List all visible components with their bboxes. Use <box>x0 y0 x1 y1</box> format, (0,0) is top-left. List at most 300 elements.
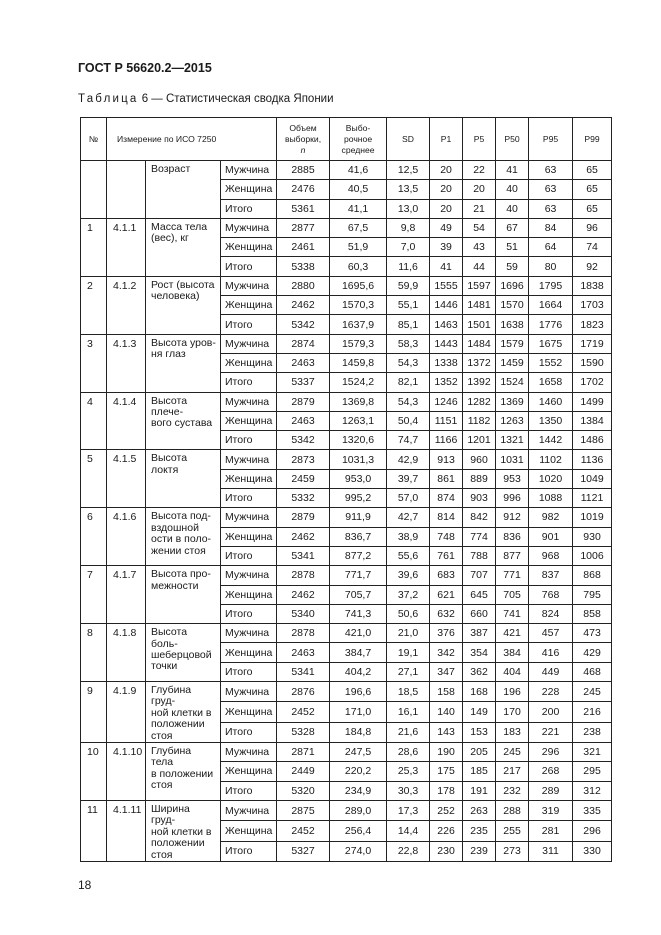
cell-p99: 429 <box>573 643 612 662</box>
cell-sex: Итого <box>221 604 277 623</box>
cell-p95: 84 <box>529 218 573 237</box>
cell-p1: 190 <box>430 743 463 762</box>
cell-sex: Женщина <box>221 643 277 662</box>
cell-p99: 1719 <box>573 334 612 353</box>
cell-p99: 1486 <box>573 431 612 450</box>
cell-p1: 39 <box>430 238 463 257</box>
cell-p99: 330 <box>573 841 612 861</box>
cell-sex: Мужчина <box>221 218 277 237</box>
cell-p5: 235 <box>463 821 496 841</box>
measurement-name-line: ной клетки в <box>151 825 212 838</box>
header-p95 <box>529 118 573 161</box>
cell-p1: 748 <box>430 527 463 546</box>
cell-p5: 1501 <box>463 315 496 334</box>
cell-sample-size: 2879 <box>277 392 330 411</box>
cell-p99: 74 <box>573 238 612 257</box>
measurement-name <box>146 508 221 566</box>
cell-p50: 1524 <box>496 373 529 392</box>
cell-p95: 289 <box>529 781 573 800</box>
measurement-name-line: стоя <box>151 729 173 742</box>
cell-sd: 16,1 <box>387 702 430 722</box>
cell-p95: 1776 <box>529 315 573 334</box>
row-number: 6 <box>81 508 107 566</box>
cell-p1: 1463 <box>430 315 463 334</box>
cell-p1: 158 <box>430 682 463 702</box>
measurement-name-line: Ширина груд- <box>151 802 190 827</box>
cell-sample-size: 5342 <box>277 315 330 334</box>
cell-sample-size: 2462 <box>277 296 330 315</box>
cell-sample-size: 5340 <box>277 604 330 623</box>
measurement-name-line: вздошной <box>151 521 199 534</box>
cell-sample-size: 2871 <box>277 743 330 762</box>
header-p95-line: P95 <box>542 133 559 144</box>
measurement-name-line: жении стоя <box>151 544 206 557</box>
cell-sex: Женщина <box>221 762 277 781</box>
cell-sample-mean: 953,0 <box>330 469 387 488</box>
cell-p5: 54 <box>463 218 496 237</box>
measurement-name <box>146 218 221 276</box>
cell-sex: Мужчина <box>221 624 277 643</box>
cell-p50: 40 <box>496 199 529 218</box>
measurement-name <box>146 800 221 861</box>
cell-sample-size: 2449 <box>277 762 330 781</box>
cell-p99: 216 <box>573 702 612 722</box>
cell-p5: 1392 <box>463 373 496 392</box>
cell-p95: 1675 <box>529 334 573 353</box>
cell-p99: 238 <box>573 722 612 742</box>
cell-sample-mean: 234,9 <box>330 781 387 800</box>
measurement-name-line: ости в поло- <box>151 533 212 546</box>
cell-p5: 1201 <box>463 431 496 450</box>
cell-sd: 42,7 <box>387 508 430 527</box>
cell-sd: 13,0 <box>387 199 430 218</box>
measurement-name-line: Возраст <box>151 163 191 175</box>
cell-p95: 200 <box>529 702 573 722</box>
cell-sd: 19,1 <box>387 643 430 662</box>
iso-code: 4.1.2 <box>107 276 146 334</box>
table-row <box>81 334 612 353</box>
cell-p1: 913 <box>430 450 463 469</box>
cell-sex: Мужчина <box>221 450 277 469</box>
cell-sample-size: 2878 <box>277 566 330 585</box>
cell-sample-size: 2885 <box>277 161 330 180</box>
cell-p99: 1121 <box>573 489 612 508</box>
cell-sd: 55,6 <box>387 546 430 565</box>
cell-p50: 1696 <box>496 276 529 295</box>
cell-sample-mean: 40,5 <box>330 180 387 199</box>
header-number <box>81 118 107 161</box>
cell-sample-mean: 384,7 <box>330 643 387 662</box>
cell-sex: Мужчина <box>221 161 277 180</box>
cell-p50: 196 <box>496 682 529 702</box>
cell-p50: 255 <box>496 821 529 841</box>
header-p99 <box>573 118 612 161</box>
header-sample-mean <box>330 118 387 161</box>
cell-sd: 18,5 <box>387 682 430 702</box>
cell-p50: 771 <box>496 566 529 585</box>
cell-p50: 912 <box>496 508 529 527</box>
row-number: 9 <box>81 682 107 743</box>
cell-sample-mean: 51,9 <box>330 238 387 257</box>
cell-p99: 930 <box>573 527 612 546</box>
cell-p1: 49 <box>430 218 463 237</box>
cell-p5: 185 <box>463 762 496 781</box>
cell-p50: 217 <box>496 762 529 781</box>
cell-p5: 153 <box>463 722 496 742</box>
measurement-name <box>146 624 221 682</box>
cell-sd: 54,3 <box>387 353 430 372</box>
cell-sd: 25,3 <box>387 762 430 781</box>
table-row <box>81 218 612 237</box>
cell-p50: 67 <box>496 218 529 237</box>
measurement-name <box>146 334 221 392</box>
cell-p95: 1658 <box>529 373 573 392</box>
row-number: 5 <box>81 450 107 508</box>
cell-p5: 149 <box>463 702 496 722</box>
cell-sample-mean: 1263,1 <box>330 411 387 430</box>
cell-p50: 1570 <box>496 296 529 315</box>
cell-p50: 183 <box>496 722 529 742</box>
cell-p1: 1246 <box>430 392 463 411</box>
cell-p50: 836 <box>496 527 529 546</box>
cell-sd: 50,6 <box>387 604 430 623</box>
cell-sample-size: 2462 <box>277 527 330 546</box>
cell-p99: 295 <box>573 762 612 781</box>
cell-p50: 877 <box>496 546 529 565</box>
cell-sex: Итого <box>221 546 277 565</box>
header-sample-size-line: выборки, <box>284 133 322 144</box>
cell-p5: 1484 <box>463 334 496 353</box>
cell-p50: 705 <box>496 585 529 604</box>
document-header: ГОСТ Р 56620.2—2015 <box>78 61 212 75</box>
cell-sex: Мужчина <box>221 800 277 820</box>
measurement-name-line: Высота уров- <box>151 336 216 349</box>
cell-p50: 1031 <box>496 450 529 469</box>
cell-sample-mean: 41,6 <box>330 161 387 180</box>
cell-p95: 1020 <box>529 469 573 488</box>
cell-sex: Итого <box>221 781 277 800</box>
table-row <box>81 682 612 702</box>
cell-sd: 12,5 <box>387 161 430 180</box>
cell-sd: 54,3 <box>387 392 430 411</box>
measurement-name-line: точки <box>151 660 178 673</box>
cell-sex: Итого <box>221 841 277 861</box>
measurement-name-line: Высота локтя <box>151 452 188 476</box>
iso-code: 4.1.11 <box>107 800 146 861</box>
measurement-name-line: Масса тела <box>151 220 208 233</box>
row-number: 2 <box>81 276 107 334</box>
cell-sample-size: 2461 <box>277 238 330 257</box>
cell-p5: 205 <box>463 743 496 762</box>
cell-sample-mean: 1459,8 <box>330 353 387 372</box>
cell-p50: 953 <box>496 469 529 488</box>
cell-p5: 387 <box>463 624 496 643</box>
cell-p1: 1338 <box>430 353 463 372</box>
header-p50 <box>496 118 529 161</box>
cell-sample-size: 2873 <box>277 450 330 469</box>
measurement-name-line: Рост (высота <box>151 278 215 291</box>
cell-p1: 761 <box>430 546 463 565</box>
cell-sample-mean: 877,2 <box>330 546 387 565</box>
cell-p1: 178 <box>430 781 463 800</box>
cell-sd: 59,9 <box>387 276 430 295</box>
cell-p50: 1638 <box>496 315 529 334</box>
cell-p1: 1151 <box>430 411 463 430</box>
cell-sample-mean: 220,2 <box>330 762 387 781</box>
cell-p50: 1579 <box>496 334 529 353</box>
cell-sample-mean: 836,7 <box>330 527 387 546</box>
cell-p50: 273 <box>496 841 529 861</box>
cell-p1: 1555 <box>430 276 463 295</box>
header-p5 <box>463 118 496 161</box>
cell-p99: 92 <box>573 257 612 276</box>
cell-p95: 968 <box>529 546 573 565</box>
cell-sd: 14,4 <box>387 821 430 841</box>
cell-sex: Мужчина <box>221 392 277 411</box>
cell-p5: 22 <box>463 161 496 180</box>
measurement-name-line: шеберцовой <box>151 648 212 661</box>
header-sample-size <box>277 118 330 161</box>
cell-sample-mean: 274,0 <box>330 841 387 861</box>
header-measurement <box>107 118 277 161</box>
header-p5-line: P5 <box>473 133 485 144</box>
header-sample-mean-line: рочное <box>343 133 373 144</box>
cell-sample-mean: 911,9 <box>330 508 387 527</box>
cell-p1: 1352 <box>430 373 463 392</box>
cell-sample-mean: 741,3 <box>330 604 387 623</box>
cell-p50: 996 <box>496 489 529 508</box>
cell-p5: 20 <box>463 180 496 199</box>
cell-sample-mean: 196,6 <box>330 682 387 702</box>
table-row <box>81 743 612 762</box>
cell-sex: Итого <box>221 431 277 450</box>
header-p99-line: P99 <box>584 133 600 144</box>
measurement-name-line: (вес), кг <box>151 232 189 245</box>
header-sample-mean-line: Выбо- <box>345 122 371 133</box>
table-row <box>81 392 612 411</box>
cell-sample-size: 5337 <box>277 373 330 392</box>
row-number: 7 <box>81 566 107 624</box>
cell-p99: 296 <box>573 821 612 841</box>
cell-sample-mean: 1637,9 <box>330 315 387 334</box>
table-row <box>81 450 612 469</box>
cell-p5: 362 <box>463 662 496 681</box>
cell-sd: 58,3 <box>387 334 430 353</box>
cell-p99: 473 <box>573 624 612 643</box>
cell-p1: 1446 <box>430 296 463 315</box>
cell-p50: 288 <box>496 800 529 820</box>
cell-p99: 1136 <box>573 450 612 469</box>
iso-code: 4.1.6 <box>107 508 146 566</box>
cell-p1: 621 <box>430 585 463 604</box>
cell-p99: 65 <box>573 161 612 180</box>
cell-sample-size: 5338 <box>277 257 330 276</box>
cell-p95: 311 <box>529 841 573 861</box>
cell-p95: 982 <box>529 508 573 527</box>
cell-p99: 321 <box>573 743 612 762</box>
cell-sample-mean: 421,0 <box>330 624 387 643</box>
iso-code: 4.1.5 <box>107 450 146 508</box>
cell-sample-mean: 771,7 <box>330 566 387 585</box>
cell-sd: 17,3 <box>387 800 430 820</box>
cell-sample-size: 2459 <box>277 469 330 488</box>
cell-p95: 1795 <box>529 276 573 295</box>
cell-p5: 960 <box>463 450 496 469</box>
table-row <box>81 161 612 180</box>
cell-sample-size: 5361 <box>277 199 330 218</box>
cell-p5: 1282 <box>463 392 496 411</box>
cell-p1: 874 <box>430 489 463 508</box>
row-number: 1 <box>81 218 107 276</box>
cell-sex: Итого <box>221 199 277 218</box>
cell-p5: 1372 <box>463 353 496 372</box>
cell-p95: 268 <box>529 762 573 781</box>
cell-sample-size: 2879 <box>277 508 330 527</box>
header-sample-size-line: Объем <box>289 122 317 133</box>
cell-p1: 376 <box>430 624 463 643</box>
page-number: 18 <box>78 878 92 892</box>
table-caption <box>78 93 334 105</box>
cell-sample-size: 2875 <box>277 800 330 820</box>
table-caption-label: Таблица <box>78 93 139 105</box>
cell-sd: 55,1 <box>387 296 430 315</box>
cell-p95: 1102 <box>529 450 573 469</box>
cell-sample-mean: 247,5 <box>330 743 387 762</box>
cell-p1: 1166 <box>430 431 463 450</box>
cell-sample-mean: 256,4 <box>330 821 387 841</box>
cell-p99: 1384 <box>573 411 612 430</box>
cell-sex: Мужчина <box>221 334 277 353</box>
measurement-name-line: Высота про- <box>151 568 211 581</box>
cell-p99: 65 <box>573 180 612 199</box>
cell-sample-size: 2877 <box>277 218 330 237</box>
cell-p50: 1459 <box>496 353 529 372</box>
cell-sample-mean: 184,8 <box>330 722 387 742</box>
measurement-name <box>146 743 221 801</box>
cell-sex: Итого <box>221 722 277 742</box>
cell-p95: 416 <box>529 643 573 662</box>
cell-p1: 347 <box>430 662 463 681</box>
header-p50-line: P50 <box>504 133 520 144</box>
cell-sample-mean: 1695,6 <box>330 276 387 295</box>
cell-sd: 22,8 <box>387 841 430 861</box>
measurement-name-line: Высота плече- <box>151 394 188 418</box>
iso-code: 4.1.4 <box>107 392 146 450</box>
cell-p5: 660 <box>463 604 496 623</box>
header-sd-line: SD <box>402 133 414 144</box>
statistics-table <box>80 117 612 862</box>
cell-p95: 901 <box>529 527 573 546</box>
cell-sample-mean: 1369,8 <box>330 392 387 411</box>
cell-sample-size: 2476 <box>277 180 330 199</box>
cell-sex: Итого <box>221 257 277 276</box>
cell-p5: 1182 <box>463 411 496 430</box>
cell-sex: Женщина <box>221 180 277 199</box>
cell-p1: 1443 <box>430 334 463 353</box>
measurement-name <box>146 450 221 508</box>
table-row <box>81 276 612 295</box>
cell-p1: 175 <box>430 762 463 781</box>
cell-sd: 21,0 <box>387 624 430 643</box>
cell-sd: 9,8 <box>387 218 430 237</box>
cell-sample-size: 2874 <box>277 334 330 353</box>
cell-p50: 41 <box>496 161 529 180</box>
cell-sd: 57,0 <box>387 489 430 508</box>
cell-sd: 30,3 <box>387 781 430 800</box>
measurement-name <box>146 682 221 743</box>
header-measurement-line: Измерение по ИСО 7250 <box>117 133 217 144</box>
iso-code: 4.1.9 <box>107 682 146 743</box>
cell-sample-mean: 1320,6 <box>330 431 387 450</box>
cell-p95: 824 <box>529 604 573 623</box>
cell-p5: 889 <box>463 469 496 488</box>
measurement-name-line: человека) <box>151 290 200 303</box>
cell-p5: 263 <box>463 800 496 820</box>
cell-p95: 80 <box>529 257 573 276</box>
cell-p50: 741 <box>496 604 529 623</box>
cell-p50: 384 <box>496 643 529 662</box>
cell-p99: 96 <box>573 218 612 237</box>
table-body <box>81 161 612 862</box>
cell-p95: 1088 <box>529 489 573 508</box>
cell-p99: 335 <box>573 800 612 820</box>
cell-sex: Женщина <box>221 296 277 315</box>
cell-p5: 842 <box>463 508 496 527</box>
cell-sd: 27,1 <box>387 662 430 681</box>
cell-sample-mean: 995,2 <box>330 489 387 508</box>
cell-p50: 421 <box>496 624 529 643</box>
cell-p99: 1823 <box>573 315 612 334</box>
header-sd <box>387 118 430 161</box>
cell-p50: 170 <box>496 702 529 722</box>
cell-sd: 74,7 <box>387 431 430 450</box>
cell-sample-size: 5328 <box>277 722 330 742</box>
cell-p50: 51 <box>496 238 529 257</box>
cell-sample-mean: 1570,3 <box>330 296 387 315</box>
cell-p50: 1321 <box>496 431 529 450</box>
cell-sample-mean: 1579,3 <box>330 334 387 353</box>
cell-p1: 20 <box>430 199 463 218</box>
measurement-name-line: вого сустава <box>151 417 213 430</box>
cell-sample-size: 5341 <box>277 546 330 565</box>
cell-p99: 1019 <box>573 508 612 527</box>
cell-sex: Итого <box>221 489 277 508</box>
cell-p99: 468 <box>573 662 612 681</box>
cell-sex: Итого <box>221 315 277 334</box>
cell-sd: 13,5 <box>387 180 430 199</box>
cell-sample-mean: 705,7 <box>330 585 387 604</box>
iso-code <box>107 161 146 219</box>
cell-sample-size: 2463 <box>277 411 330 430</box>
measurement-name <box>146 161 221 219</box>
cell-sample-mean: 289,0 <box>330 800 387 820</box>
cell-p1: 226 <box>430 821 463 841</box>
cell-p95: 319 <box>529 800 573 820</box>
measurement-name-line: ня глаз <box>151 348 186 361</box>
cell-p1: 41 <box>430 257 463 276</box>
iso-code: 4.1.1 <box>107 218 146 276</box>
cell-p1: 814 <box>430 508 463 527</box>
cell-p95: 228 <box>529 682 573 702</box>
cell-sd: 11,6 <box>387 257 430 276</box>
row-number: 3 <box>81 334 107 392</box>
cell-p1: 252 <box>430 800 463 820</box>
row-number: 10 <box>81 743 107 801</box>
cell-sample-size: 5327 <box>277 841 330 861</box>
cell-p95: 296 <box>529 743 573 762</box>
row-number <box>81 161 107 219</box>
cell-p50: 59 <box>496 257 529 276</box>
